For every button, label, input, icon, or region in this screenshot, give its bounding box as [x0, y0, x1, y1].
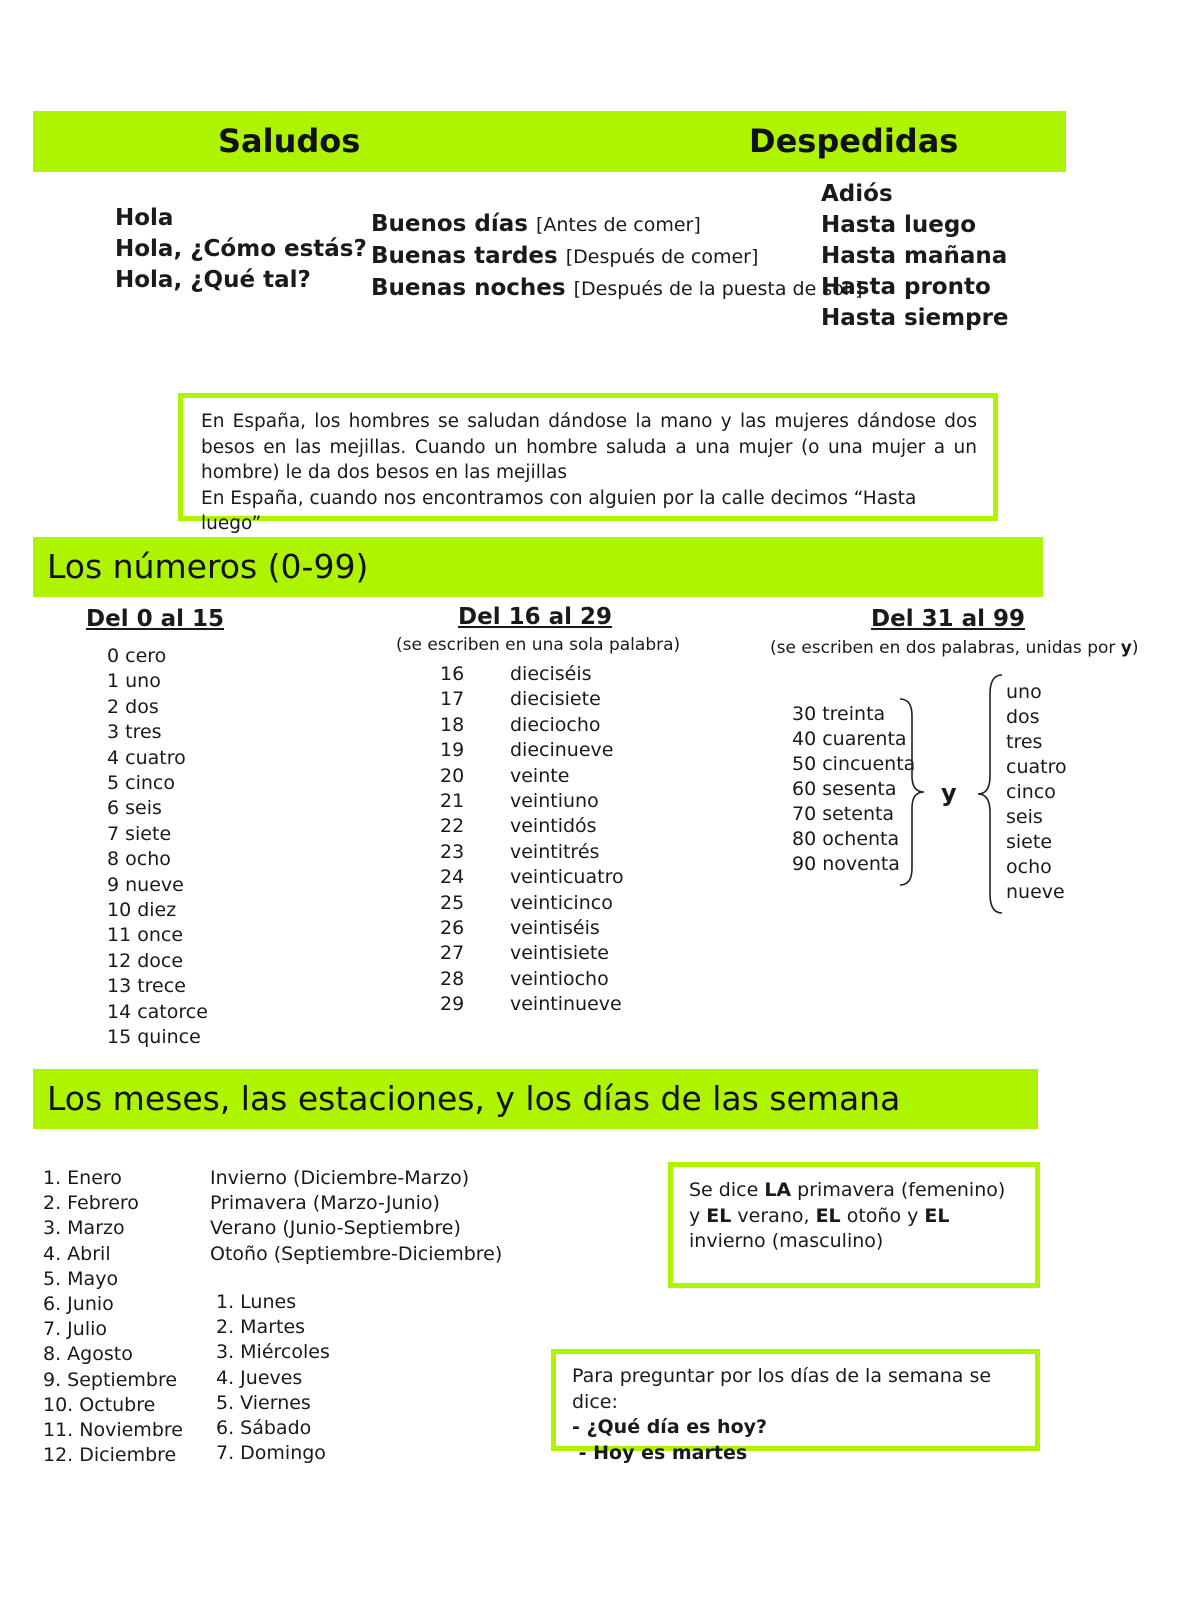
number-item: 8 ocho — [107, 848, 171, 871]
hola-item: Hola, ¿Cómo estás? — [115, 236, 367, 262]
number-word: dieciséis — [510, 663, 592, 685]
hola-list — [115, 203, 367, 296]
number-item: 13 trece — [107, 975, 186, 998]
col3-subtitle-pre: (se escriben en dos palabras, unidas por — [770, 638, 1121, 658]
month-item: 4. Abril — [43, 1242, 111, 1265]
number-item: 10 diez — [107, 899, 177, 922]
number-digit: 27 — [440, 942, 465, 965]
seasons-list — [210, 1166, 502, 1267]
number-digit: 22 — [440, 815, 465, 838]
number-item: 9 nueve — [107, 873, 184, 896]
gender-note-part: primavera (femenino) y — [689, 1179, 1006, 1227]
tens-item: 30 treinta — [792, 703, 886, 725]
number-item: 1 uno — [107, 670, 161, 693]
tens-item: 40 cuarenta — [792, 728, 907, 750]
connector-y: y — [941, 779, 957, 807]
units-list — [1006, 680, 1067, 905]
number-word: veintiséis — [510, 917, 600, 940]
gender-note-box — [668, 1162, 1040, 1288]
unit-item: cinco — [1006, 781, 1056, 803]
right-brace-icon — [896, 696, 930, 888]
numbers-col3-subtitle — [770, 638, 1139, 658]
number-item: 4 cuatro — [107, 746, 186, 769]
gender-note-article: LA — [764, 1179, 792, 1201]
culture-note-line2: En España, cuando nos encontramos con alguien por la calle decimos “Hasta luego” — [201, 487, 917, 534]
unit-item: seis — [1006, 806, 1043, 828]
unit-item: siete — [1006, 831, 1053, 853]
despedida-item: Hasta siempre — [821, 305, 1009, 331]
number-item: 7 siete — [107, 822, 172, 845]
culture-note-line1: En España, los hombres se saludan dándose la mano y las mujeres dándose dos besos en las mejillas. Cuando un hombre saluda a una mujer (o una mujer a un hombre) le da dos besos en las mejillas — [201, 411, 977, 483]
month-item: 9. Septiembre — [43, 1368, 178, 1391]
day-item: 5. Viernes — [216, 1391, 311, 1414]
despedidas-list — [821, 179, 1009, 334]
number-digit: 23 — [440, 840, 465, 863]
number-word: veintiocho — [510, 967, 609, 990]
month-item: 5. Mayo — [43, 1267, 119, 1290]
month-item: 8. Agosto — [43, 1343, 133, 1366]
number-word: diecisiete — [510, 688, 601, 711]
buenos-item — [371, 241, 863, 273]
numbers-0-15-list — [107, 644, 208, 1051]
months-list — [43, 1166, 183, 1468]
number-item: 2 dos — [107, 695, 159, 718]
gender-note-article: EL — [706, 1204, 732, 1227]
buenos-list — [371, 209, 863, 305]
number-item: 0 cero — [107, 645, 167, 667]
day-item: 3. Miércoles — [216, 1341, 330, 1364]
number-digit: 24 — [440, 866, 465, 889]
gender-note-part: verano, — [731, 1204, 816, 1227]
gender-note-part: otoño y — [840, 1204, 925, 1227]
day-item: 6. Sábado — [216, 1417, 312, 1440]
number-item: 12 doce — [107, 949, 184, 972]
gender-note-article: EL — [924, 1204, 950, 1227]
numbers-col3-title: Del 31 al 99 — [871, 606, 1026, 632]
number-word: veintisiete — [510, 942, 609, 965]
number-word: veintitrés — [510, 840, 600, 863]
buenos-phrase: Buenas tardes — [371, 243, 558, 269]
number-digit: 26 — [440, 917, 465, 940]
season-item: Otoño (Septiembre-Diciembre) — [210, 1242, 503, 1265]
season-item: Verano (Junio-Septiembre) — [210, 1217, 461, 1240]
number-word: veintidós — [510, 815, 597, 838]
season-item: Primavera (Marzo-Junio) — [210, 1192, 440, 1215]
days-note-answer: - Hoy es martes — [572, 1441, 748, 1464]
tens-item: 70 setenta — [792, 803, 895, 825]
tens-item: 50 cincuenta — [792, 753, 916, 775]
tens-item: 60 sesenta — [792, 778, 897, 800]
numbers-16-29-words — [510, 662, 624, 1018]
numbers-col2-title: Del 16 al 29 — [458, 604, 613, 630]
unit-item: nueve — [1006, 881, 1065, 903]
gender-note-article: EL — [815, 1204, 841, 1227]
number-word: veinticinco — [510, 891, 613, 914]
hola-item: Hola, ¿Qué tal? — [115, 267, 311, 293]
month-item: 7. Julio — [43, 1318, 107, 1341]
days-note-box — [551, 1349, 1040, 1464]
days-list — [216, 1290, 330, 1466]
number-item: 5 cinco — [107, 772, 175, 795]
tens-item: 90 noventa — [792, 853, 900, 875]
left-brace-icon — [972, 672, 1006, 916]
unit-item: dos — [1006, 706, 1040, 728]
number-digit: 18 — [440, 713, 465, 736]
despedida-item: Hasta mañana — [821, 243, 1008, 269]
number-word: veintiuno — [510, 790, 599, 813]
numbers-16-29-digits — [440, 662, 464, 1018]
day-item: 4. Jueves — [216, 1366, 303, 1389]
numbers-col2-subtitle: (se escriben en una sola palabra) — [396, 635, 681, 655]
month-item: 3. Marzo — [43, 1217, 125, 1240]
number-digit: 25 — [440, 891, 465, 914]
despedida-item: Hasta pronto — [821, 274, 991, 300]
tens-item: 80 ochenta — [792, 828, 900, 850]
days-note-question: - ¿Qué día es hoy? — [572, 1416, 768, 1438]
number-digit: 21 — [440, 790, 465, 813]
month-item: 6. Junio — [43, 1293, 114, 1316]
day-item: 7. Domingo — [216, 1442, 326, 1465]
month-item: 12. Diciembre — [43, 1444, 177, 1467]
buenos-phrase: Buenas noches — [371, 275, 566, 301]
hola-item: Hola — [115, 205, 174, 231]
number-digit: 19 — [440, 739, 465, 762]
buenos-item — [371, 209, 863, 241]
gender-note-part: invierno (masculino) — [689, 1230, 884, 1252]
number-word: veintinueve — [510, 993, 622, 1016]
month-item: 1. Enero — [43, 1167, 122, 1189]
number-digit: 16 — [440, 663, 465, 685]
number-digit: 28 — [440, 967, 465, 990]
culture-note-box — [178, 393, 998, 534]
month-item: 2. Febrero — [43, 1192, 139, 1215]
number-word: veinte — [510, 764, 570, 787]
number-digit: 29 — [440, 993, 465, 1016]
number-item: 3 tres — [107, 721, 162, 744]
unit-item: ocho — [1006, 856, 1052, 878]
numbers-title: Los números (0-99) — [47, 547, 369, 586]
unit-item: uno — [1006, 681, 1042, 703]
unit-item: cuatro — [1006, 756, 1067, 778]
buenos-note: [Antes de comer] — [535, 214, 701, 236]
number-word: veinticuatro — [510, 866, 624, 889]
unit-item: tres — [1006, 731, 1043, 753]
buenos-note: [Después de la puesta de sol ] — [573, 278, 863, 300]
number-item: 6 seis — [107, 797, 162, 820]
number-item: 14 catorce — [107, 1000, 208, 1023]
despedidas-title: Despedidas — [749, 122, 959, 160]
number-word: dieciocho — [510, 713, 601, 736]
day-item: 1. Lunes — [216, 1291, 297, 1313]
saludos-title: Saludos — [218, 122, 361, 160]
despedida-item: Adiós — [821, 181, 893, 207]
month-item: 11. Noviembre — [43, 1419, 183, 1442]
days-note-intro: Para preguntar por los días de la semana se dice: — [572, 1365, 992, 1413]
number-item: 11 once — [107, 924, 184, 947]
month-item: 10. Octubre — [43, 1393, 156, 1416]
buenos-note: [Después de comer] — [565, 246, 759, 268]
number-item: 15 quince — [107, 1026, 201, 1049]
col3-subtitle-post: ) — [1131, 638, 1139, 658]
col3-subtitle-y: y — [1120, 638, 1132, 658]
calendar-title: Los meses, las estaciones, y los días de las semana — [47, 1079, 901, 1118]
numbers-col1-title: Del 0 al 15 — [86, 606, 225, 632]
day-item: 2. Martes — [216, 1316, 306, 1339]
season-item: Invierno (Diciembre-Marzo) — [210, 1167, 470, 1189]
number-word: diecinueve — [510, 739, 614, 762]
gender-note-part: Se dice — [689, 1179, 765, 1201]
buenos-item — [371, 273, 863, 305]
number-digit: 20 — [440, 764, 465, 787]
despedida-item: Hasta luego — [821, 212, 977, 238]
buenos-phrase: Buenos días — [371, 211, 528, 237]
gender-note-text — [689, 1178, 1021, 1255]
number-digit: 17 — [440, 688, 465, 711]
